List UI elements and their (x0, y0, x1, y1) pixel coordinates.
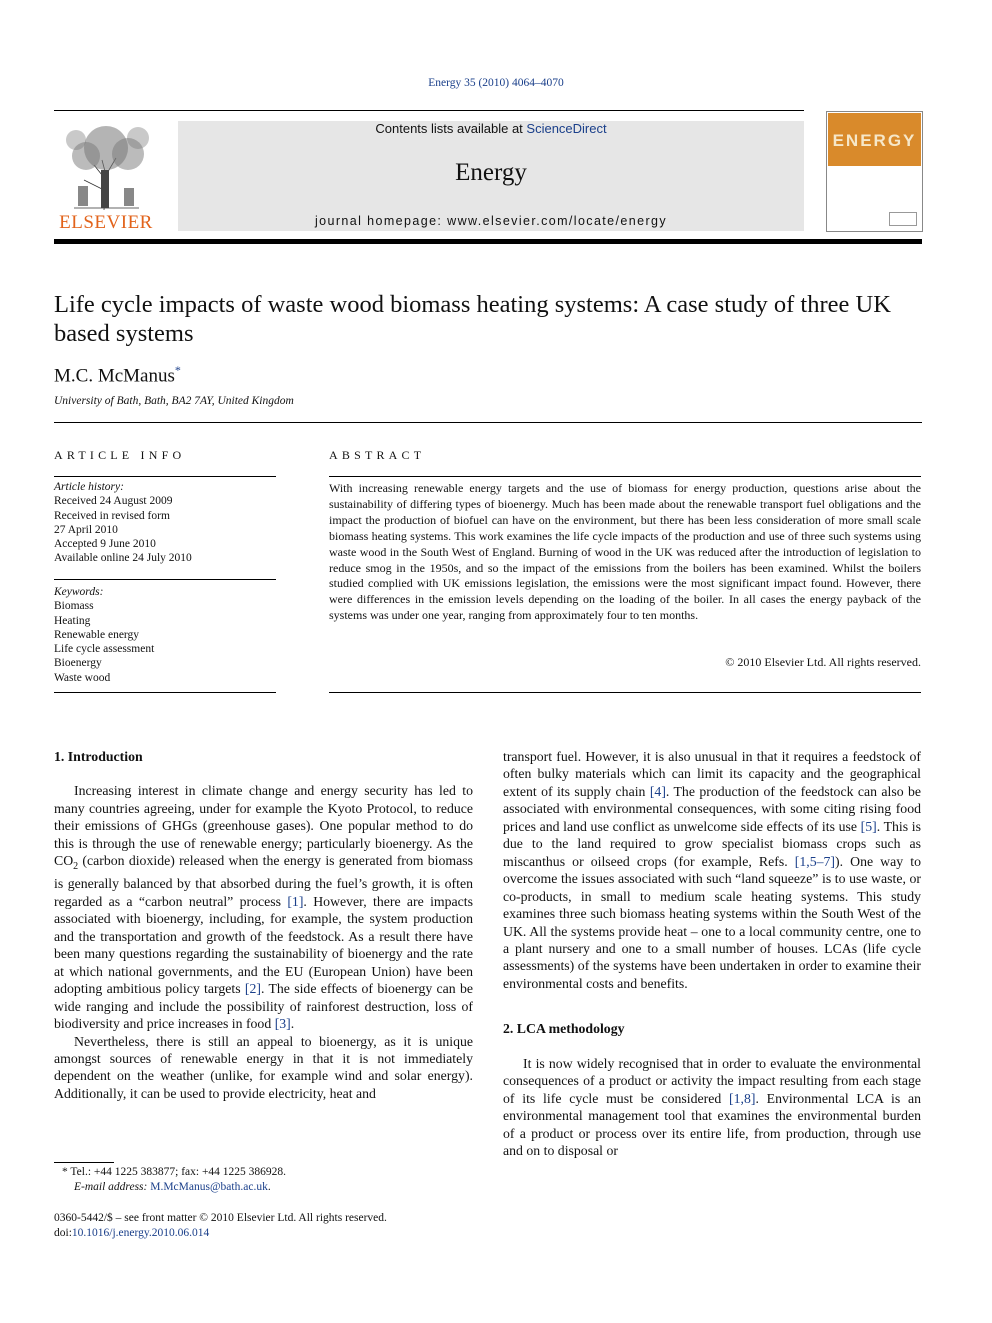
text: . The production of the feedstock can also be associated with environmental consequences, with some citing rising food prices and land use conflict as unwelcome side effects of its use (503, 783, 921, 834)
citation-link[interactable]: [1,5–7] (794, 853, 835, 869)
history-item: Available online 24 July 2010 (54, 552, 192, 565)
text: . (267, 1181, 271, 1193)
body-right-column (503, 748, 921, 1160)
abstract-rule-top (329, 476, 921, 477)
info-rule-1 (54, 476, 276, 477)
history-item: Received in revised form (54, 509, 170, 522)
footnote-email-line (54, 1180, 473, 1195)
elsevier-tree-icon (54, 120, 158, 212)
footnote (54, 1165, 473, 1195)
text: . Environmental LCA is an environmental management tool that examines the environmental burden of a product or process over its entire life, from production, through use and on to disposal or (503, 1090, 922, 1159)
cover-title: ENERGY (832, 131, 917, 150)
keyword: Renewable energy (54, 628, 140, 641)
text: . However, there are impacts associated with bioenergy, including, for example, the system production and the transportation and growth of the feedstock. As a result there have been many questions regarding the sustainability of bioenergy and the rate at which national governments, and the EU (European Union) have been adopting ambitious policy targets (54, 893, 473, 997)
keyword: Heating (54, 614, 91, 627)
footnote-contact: * Tel.: +44 1225 383877; fax: +44 1225 386928. (62, 1166, 287, 1178)
citation-link[interactable]: [1,8] (729, 1090, 756, 1106)
header-thick-rule (54, 239, 922, 244)
lca-paragraph-1 (503, 1055, 921, 1160)
email-label: E-mail address: (74, 1181, 151, 1193)
abstract-rule-bottom (329, 692, 921, 693)
text: Increasing interest in climate change and energy security has led to many countries agreeing, under for example the Kyoto Protocol, to reduce their emissions of GHGs (greenhouse gases). One popular method to do this is through the use of renewable energy; particularly bioenergy. As the CO (54, 783, 473, 869)
citation-link[interactable]: [5] (860, 818, 877, 834)
author-line (54, 363, 181, 387)
author-footnote-mark[interactable]: * (174, 363, 181, 377)
author-name: M.C. McManus (54, 365, 175, 387)
intro-paragraph-3 (503, 748, 921, 992)
journal-name: Energy (455, 159, 527, 186)
citation-link[interactable]: [2] (244, 981, 261, 997)
elsevier-wordmark: ELSEVIER (59, 212, 153, 233)
subscript: 2 (73, 861, 79, 873)
email-link[interactable]: M.McManus@bath.ac.uk (150, 1181, 268, 1193)
sciencedirect-link[interactable]: ScienceDirect (526, 121, 607, 136)
elsevier-logo[interactable] (54, 120, 158, 232)
body-left-column (54, 748, 473, 1102)
keyword: Life cycle assessment (54, 643, 155, 656)
text: (carbon dioxide) released when the energy is generated from biomass is generally balanced by that absorbed during the fuel’s growth, it is often regarded as a “carbon neutral” process (54, 853, 473, 909)
history-item: Received 24 August 2009 (54, 495, 173, 508)
journal-homepage[interactable]: journal homepage: www.elsevier.com/locate/energy (314, 214, 668, 228)
abstract-text: With increasing renewable energy targets and the use of biomass for energy production, questions arise about the sustainability of differing types of bioenergy. Much has been made about the renewable transport fuel obligations and the impact the production of biofuel can have on the environment, but there has been less consideration of more small scale biomass heating systems. This work examines the life cycle impacts of the production and use of three such systems using waste wood in the South West of England. Burning of wood in the UK was reduced after the introduction of legislation to reduce smog in the 1950s, and so the impact of the emissions from the boilers has been examined. Whilst the boilers studied complied with UK emissions legislation, the emissions were the most significant impact found. However, there were differences in the emission levels depending on the loading of the boiler. In all cases the energy payback of the systems was under one year, ranging from approximately four to ten months. (329, 481, 921, 623)
citation-link[interactable]: [4] (649, 783, 666, 799)
journal-cover-thumbnail[interactable] (826, 111, 923, 232)
text: ). One way to overcome the issues associated with such “land squeeze” is to use waste, or co-products, in small to medium scale heating systems. This study examines three such biomass heating systems within the South West of the UK. All the systems provide heat – one to a local community centre, one to a plant nursery and one to a small number of houses. LCAs (life cycle assessments) of the systems have been undertaken in order to examine their environmental costs and benefits. (503, 853, 921, 991)
section-2-title: 2. LCA methodology (503, 1021, 625, 1037)
citation-link[interactable]: [3] (274, 1016, 291, 1032)
cover-band (828, 113, 921, 166)
cover-logo-icon (889, 212, 917, 226)
text: . The side effects of bioenergy can be wide ranging and include the possibility of rainforest destruction, loss of biodiversity and price increases in food (54, 981, 473, 1032)
header-top-rule (54, 110, 804, 111)
journal-banner (178, 121, 804, 231)
doi-label: doi: (54, 1227, 72, 1239)
info-rule-2 (54, 579, 276, 580)
contents-prefix: Contents lists available at (375, 121, 527, 136)
citation-link[interactable]: [1] (287, 893, 304, 909)
contents-line (178, 121, 804, 136)
info-rule-3 (54, 692, 276, 693)
keywords-label: Keywords: (54, 586, 104, 598)
section-1-title: 1. Introduction (54, 749, 143, 764)
keyword: Waste wood (54, 671, 111, 684)
keyword: Biomass (54, 600, 94, 613)
article-history (54, 480, 276, 566)
title-rule (54, 422, 922, 423)
history-item: Accepted 9 June 2010 (54, 538, 156, 551)
history-label: Article history: (54, 481, 124, 493)
text: . This is due to the land required to grow specialist biomass crops such as miscanthus or oilseed crops (for example, Refs. (503, 818, 921, 869)
bottom-metadata (54, 1211, 554, 1241)
doi-link[interactable]: 10.1016/j.energy.2010.06.014 (71, 1227, 210, 1239)
issn-line: 0360-5442/$ – see front matter © 2010 Elsevier Ltd. All rights reserved. (54, 1212, 387, 1224)
text: transport fuel. However, it is also unusual in that it requires a feedstock of often bulky materials which can limit its capacity and the geographical extent of its supply chain (503, 749, 921, 799)
keywords-list (54, 585, 276, 685)
journal-reference[interactable]: Energy 35 (2010) 4064–4070 (428, 77, 564, 89)
article-info-heading: ARTICLE INFO (54, 448, 186, 462)
intro-paragraph-1 (54, 782, 473, 1032)
doi-line (54, 1226, 554, 1241)
abstract-copyright: © 2010 Elsevier Ltd. All rights reserved. (725, 655, 921, 669)
history-item: 27 April 2010 (54, 523, 118, 536)
abstract-heading: ABSTRACT (329, 448, 426, 462)
footnote-rule (54, 1162, 114, 1163)
intro-paragraph-2: Nevertheless, there is still an appeal to bioenergy, as it is unique amongst sources of renewable energy in that it is not immediately dependent on the weather (unlike, for example wind and solar energy). Additionally, it can be used to provide electricity, heat and (54, 1033, 473, 1101)
keyword: Bioenergy (54, 657, 102, 670)
affiliation: University of Bath, Bath, BA2 7AY, United Kingdom (54, 395, 294, 407)
text: It is now widely recognised that in order to evaluate the environmental consequences of a product or activity the impact resulting from each stage of its life cycle must be considered (503, 1055, 921, 1106)
article-title: Life cycle impacts of waste wood biomass heating systems: A case study of three UK based systems (54, 291, 891, 347)
text: . (290, 1016, 295, 1032)
